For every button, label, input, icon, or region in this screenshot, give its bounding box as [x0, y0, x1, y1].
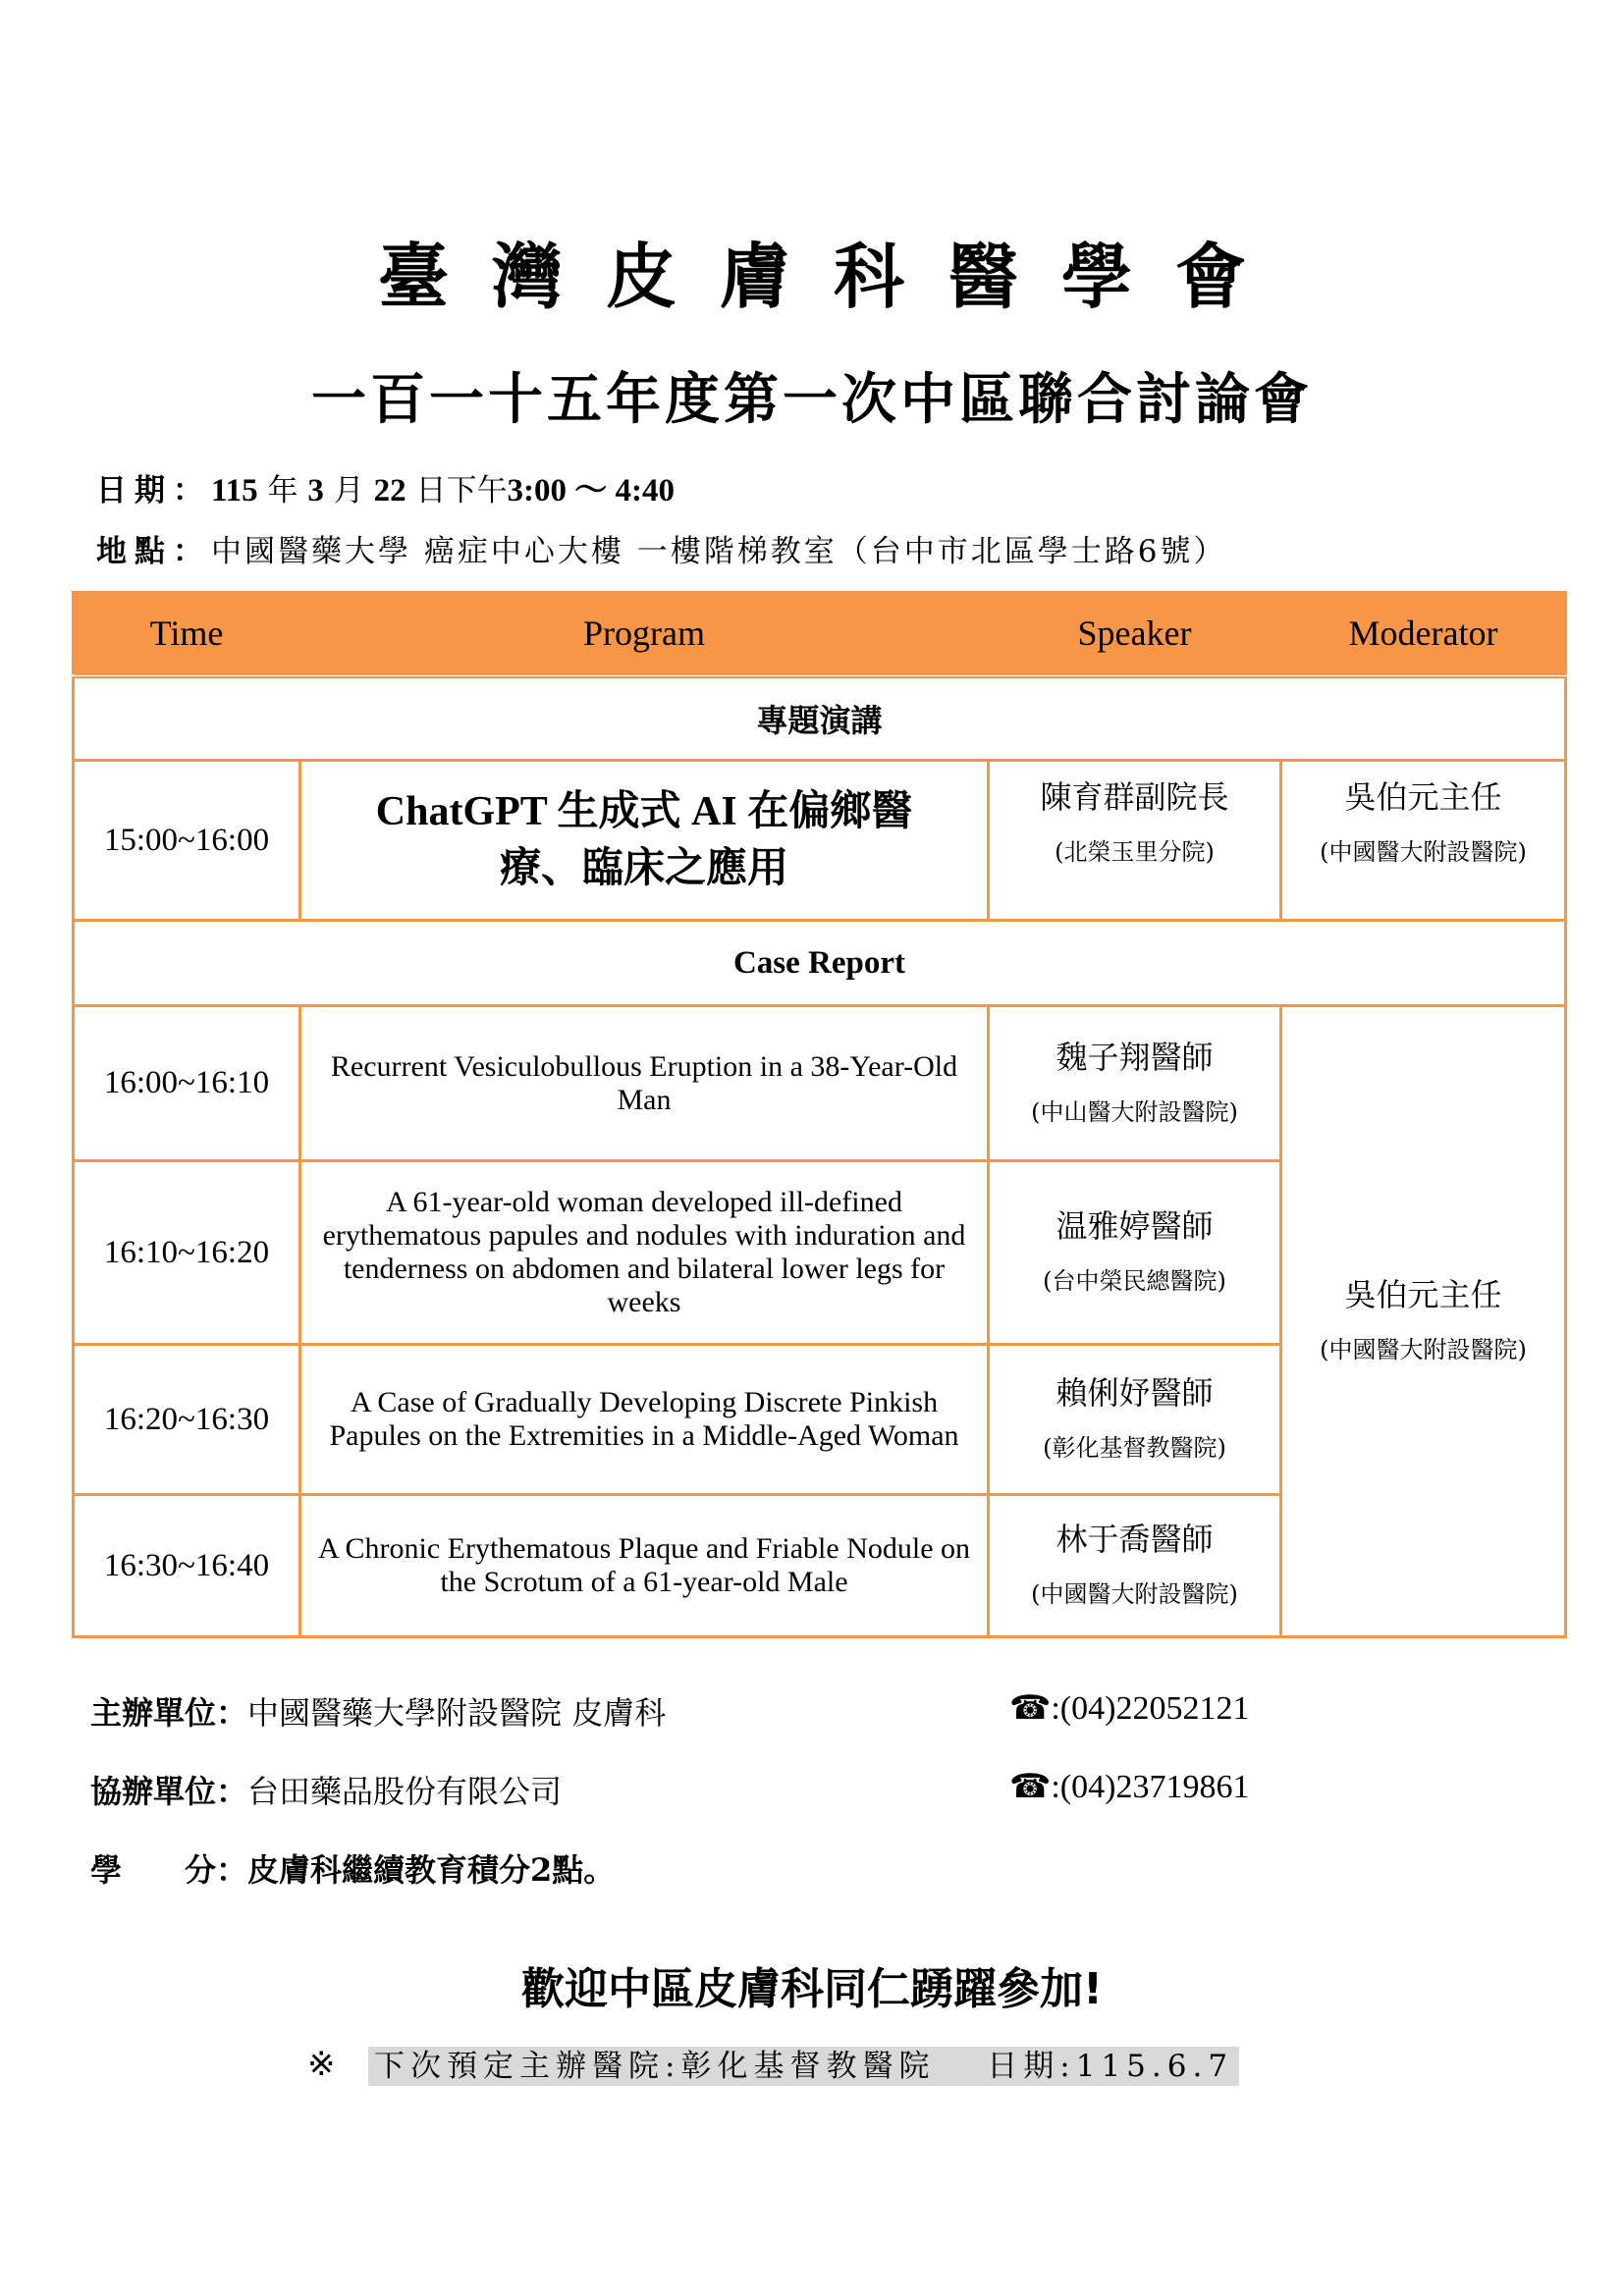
case-time: 16:20~16:30 — [74, 1345, 300, 1495]
case-topic: Recurrent Vesiculobullous Eruption in a 38-Year-Old Man — [300, 1006, 989, 1161]
phone-icon: ☎ — [1009, 1769, 1052, 1805]
case-speaker-cell — [989, 1006, 1281, 1161]
co-organizer-line — [90, 1767, 562, 1812]
organizer-phone — [1009, 1688, 1249, 1728]
header-program: Program — [300, 593, 989, 676]
table-row — [74, 1006, 1566, 1161]
case-speaker-affiliation: (中山醫大附設醫院) — [1031, 1097, 1238, 1126]
section-row-keynote — [74, 675, 1566, 761]
date-label: 日期： — [96, 473, 211, 508]
co-organizer-value: 台田藥品股份有限公司 — [247, 1773, 563, 1810]
credits-label: 學 分： — [90, 1851, 248, 1889]
date-time: 3:00 ～ 4:40 — [507, 473, 675, 508]
next-host-note: 下次預定主辦醫院:彰化基督教醫院 日期:115.6.7 — [368, 2047, 1239, 2086]
case-time: 16:30~16:40 — [74, 1495, 300, 1637]
keynote-moderator-affiliation: (中國醫大附設醫院) — [1320, 838, 1527, 866]
case-speaker: 温雅婷醫師 — [1056, 1207, 1214, 1245]
keynote-time: 15:00~16:00 — [74, 761, 300, 921]
date-year-unit: 年 — [257, 473, 308, 508]
keynote-topic-line2: 療、臨床之應用 — [499, 846, 788, 891]
co-organizer-phone-number: :(04)23719861 — [1051, 1769, 1250, 1805]
keynote-moderator: 吳伯元主任 — [1344, 778, 1502, 816]
case-speaker: 魏子翔醫師 — [1056, 1038, 1214, 1076]
date-year: 115 — [211, 473, 258, 508]
table-header-row — [74, 593, 1566, 676]
co-organizer-label: 協辦單位： — [90, 1773, 248, 1810]
case-speaker: 賴俐妤醫師 — [1056, 1374, 1214, 1412]
location-label: 地點： — [96, 534, 211, 569]
page-title: 臺灣皮膚科醫學會 — [377, 236, 1289, 318]
date-day-unit: 日下午 — [406, 473, 508, 508]
organizer-value: 中國醫藥大學附設醫院 皮膚科 — [247, 1694, 667, 1732]
section-keynote: 專題演講 — [74, 675, 1566, 761]
date-day: 22 — [373, 473, 406, 508]
date-month-unit: 月 — [323, 473, 374, 508]
keynote-topic — [300, 761, 989, 921]
case-speaker: 林于喬醫師 — [1056, 1521, 1214, 1558]
section-row-cases — [74, 921, 1566, 1006]
section-case-report: Case Report — [74, 921, 1566, 1006]
organizer-phone-number: :(04)22052121 — [1051, 1690, 1250, 1727]
case-time: 16:00~16:10 — [74, 1006, 300, 1161]
header-time: Time — [74, 593, 300, 676]
reference-mark-icon: ※ — [307, 2045, 336, 2084]
case-topic: A Chronic Erythematous Plaque and Friable Nodule on the Scrotum of a 61-year-old Male — [300, 1495, 989, 1637]
header-moderator: Moderator — [1281, 593, 1566, 676]
cases-moderator: 吳伯元主任 — [1344, 1276, 1502, 1313]
keynote-moderator-cell — [1281, 761, 1566, 921]
keynote-speaker: 陳育群副院長 — [1040, 778, 1229, 816]
table-row — [74, 761, 1566, 921]
keynote-speaker-cell — [989, 761, 1281, 921]
credits-value: 皮膚科繼續教育積分2點。 — [247, 1851, 616, 1889]
organizer-label: 主辦單位： — [90, 1694, 248, 1732]
date-month: 3 — [307, 473, 324, 508]
case-topic: A Case of Gradually Developing Discrete Pinkish Papules on the Extremities in a Middle-Aged Woman — [300, 1345, 989, 1495]
keynote-topic-line1: ChatGPT 生成式 AI 在偏鄉醫 — [375, 789, 913, 834]
case-speaker-affiliation: (彰化基督教醫院) — [1043, 1434, 1226, 1462]
keynote-speaker-affiliation: (北榮玉里分院) — [1055, 838, 1215, 866]
cases-moderator-affiliation: (中國醫大附設醫院) — [1320, 1336, 1527, 1363]
program-table — [72, 591, 1567, 1638]
phone-icon: ☎ — [1009, 1690, 1052, 1727]
case-speaker-cell — [989, 1345, 1281, 1495]
page-subtitle: 一百一十五年度第一次中區聯合討論會 — [311, 368, 1313, 432]
event-date — [96, 469, 675, 512]
location-value: 中國醫藥大學 癌症中心大樓 一樓階梯教室（台中市北區學士路6號） — [211, 534, 1227, 569]
credits-line — [90, 1845, 615, 1891]
case-speaker-affiliation: (中國醫大附設醫院) — [1031, 1580, 1238, 1608]
event-location — [96, 530, 1226, 573]
case-time: 16:10~16:20 — [74, 1161, 300, 1345]
case-speaker-cell — [989, 1495, 1281, 1637]
co-organizer-phone — [1009, 1767, 1249, 1806]
case-speaker-affiliation: (台中榮民總醫院) — [1043, 1267, 1226, 1295]
case-speaker-cell — [989, 1161, 1281, 1345]
case-topic: A 61-year-old woman developed ill-defined erythematous papules and nodules with induration and tenderness on abdomen and bilateral lower legs for weeks — [300, 1161, 989, 1345]
organizer-line — [90, 1688, 666, 1734]
cases-moderator-cell — [1281, 1006, 1566, 1637]
welcome-message: 歡迎中區皮膚科同仁踴躍參加! — [520, 1964, 1104, 2014]
header-speaker: Speaker — [989, 593, 1281, 676]
